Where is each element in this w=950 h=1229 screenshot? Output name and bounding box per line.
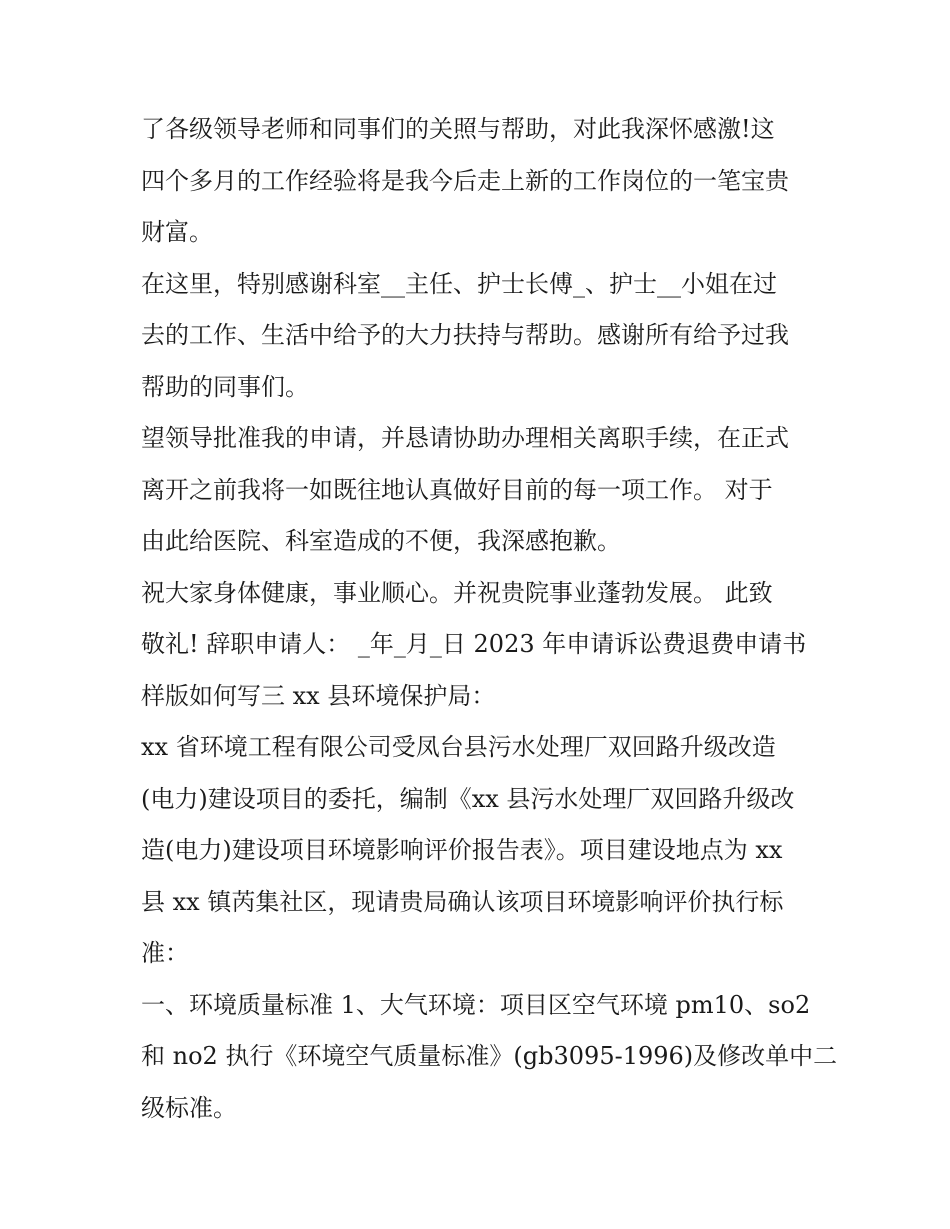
text-line: 敬礼! 辞职申请人： _年_月_日 2023 年申请诉讼费退费申请书 — [141, 630, 807, 658]
text-line: 祝大家身体健康，事业顺心。并祝贵院事业蓬勃发展。 此致 — [141, 578, 773, 607]
text-line: 和 no2 执行《环境空气质量标准》(gb3095-1996)及修改单中二 — [141, 1042, 838, 1070]
text-line: 了各级领导老师和同事们的关照与帮助，对此我深怀感激!这 — [141, 115, 775, 143]
text-line: (电力)建设项目的委托，编制《xx 县污水处理厂双回路升级改 — [141, 784, 795, 813]
text-line: xx 省环境工程有限公司受凤台县污水处理厂双回路升级改造 — [141, 733, 776, 761]
text-line: 帮助的同事们。 — [141, 372, 309, 401]
text-line: 由此给医院、科室造成的不便，我深感抱歉。 — [141, 527, 621, 555]
text-line: 一、环境质量标准 1、大气环境：项目区空气环境 pm10、so2 — [141, 990, 811, 1019]
text-line: 级标准。 — [141, 1093, 237, 1122]
text-line: 准： — [141, 939, 189, 967]
text-line: 样版如何写三 xx 县环境保护局： — [141, 681, 496, 710]
text-line: 离开之前我将一如既往地认真做好目前的每一项工作。 对于 — [141, 475, 773, 504]
text-line: 四个多月的工作经验将是我今后走上新的工作岗位的一笔宝贵 — [141, 166, 789, 195]
text-line: 去的工作、生活中给予的大力扶持与帮助。感谢所有给予过我 — [141, 321, 789, 349]
text-line: 望领导批准我的申请，并恳请协助办理相关离职手续，在正式 — [141, 424, 789, 452]
text-line: 县 xx 镇芮集社区，现请贵局确认该项目环境影响评价执行标 — [141, 887, 784, 916]
document-body — [141, 104, 838, 1134]
text-line: 财富。 — [141, 218, 213, 246]
text-line: 造(电力)建设项目环境影响评价报告表》。项目建设地点为 xx — [141, 836, 783, 864]
text-line: 在这里，特别感谢科室__主任、护士长傅_、护士__小姐在过 — [141, 269, 777, 298]
